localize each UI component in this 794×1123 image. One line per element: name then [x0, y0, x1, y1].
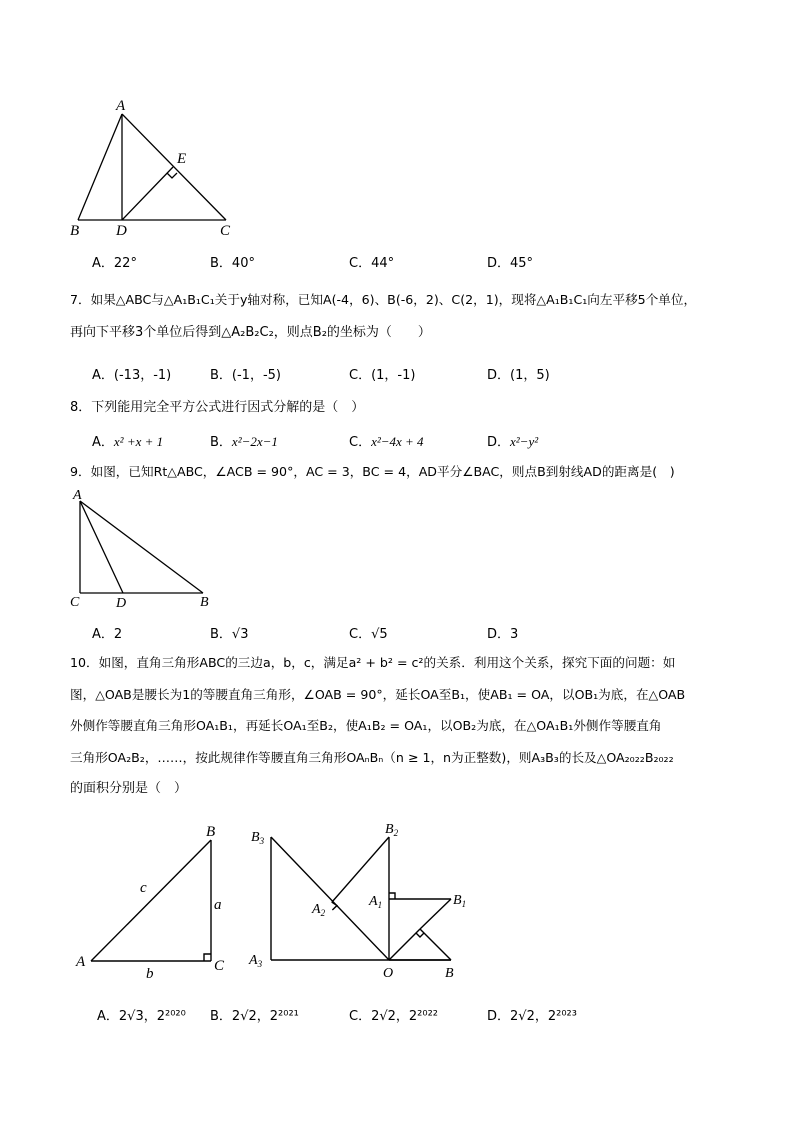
q10-label-b3: $B_3$ [251, 830, 265, 846]
q9-option-c[interactable] [349, 623, 388, 642]
q8-stem: 8．下列能用完全平方公式进行因式分解的是（ ） [70, 400, 365, 415]
option-letter: B． [210, 627, 232, 642]
q6-perpendicular-de [122, 167, 173, 220]
q9-label-c: C [70, 595, 80, 610]
q10-stem-line4: 三角形OA₂B₂，……，按此规律作等腰直角三角形OAₙBₙ（n ≥ 1，n为正整数)，则A₃B₃的长及△OA₂₀₂₂B₂₀₂₂ [70, 750, 674, 765]
q10-right-angle-mark-a1 [389, 893, 395, 899]
option-letter: A． [92, 627, 114, 642]
q10-label-b: B [445, 966, 454, 981]
q7-stem-line2: 再向下平移3个单位后得到△A₂B₂C₂，则点B₂的坐标为（ ） [70, 325, 431, 340]
q10-right-angle-mark [204, 954, 211, 961]
q7-option-d[interactable] [487, 364, 550, 383]
option-letter: C． [349, 256, 372, 271]
option-text: 40° [231, 256, 255, 271]
q10-segment-a2b2 [332, 837, 389, 902]
option-text: 22° [113, 256, 137, 271]
q10-option-b[interactable] [210, 1005, 299, 1024]
option-letter: D． [487, 368, 511, 383]
q10-spiral-figure [240, 815, 500, 985]
option-letter: C． [349, 627, 372, 642]
option-letter: B． [210, 368, 232, 383]
option-text: x² +x + 1 [113, 434, 164, 449]
q10-label-side-b: b [146, 966, 154, 982]
q7-option-b[interactable] [210, 364, 281, 383]
q10-label-b-vertex: B [206, 824, 216, 840]
q10-label-a2: $A_2$ [312, 902, 326, 918]
q7-stem-line1: 7．如果△ABC与△A₁B₁C₁关于y轴对称，已知A(-4，6)、B(-6，2)、C(2，1)，现将△A₁B₁C₁向左平移5个单位， [70, 292, 697, 307]
q6-label-a: A [116, 98, 126, 114]
option-letter: A． [92, 368, 114, 383]
option-text: (1，5) [510, 368, 550, 383]
q6-label-e: E [177, 151, 187, 167]
option-letter: D． [487, 1009, 511, 1024]
q10-label-b2: $B_2$ [385, 822, 399, 838]
option-text: 45° [510, 256, 534, 271]
q10-label-o: O [383, 966, 394, 981]
option-letter: B． [210, 1009, 232, 1024]
q9-bisector-ad [80, 501, 123, 593]
option-text: 2√2，2²⁰²² [371, 1009, 439, 1024]
option-text: 2√2，2²⁰²¹ [231, 1009, 299, 1024]
q10-label-side-a: a [214, 897, 222, 913]
q10-segment-oa [389, 929, 420, 960]
q8-option-d[interactable] [487, 431, 538, 450]
q10-label-c-vertex: C [214, 958, 225, 974]
q8-option-a[interactable] [92, 431, 163, 450]
q10-stem-line3: 外侧作等腰直角三角形OA₁B₁，再延长OA₁至B₂，使A₁B₂ = OA₁，以OB₂为底，在△OA₁B₁外侧作等腰直角 [70, 718, 662, 733]
q10-label-side-c: c [140, 880, 147, 896]
option-letter: C． [349, 435, 372, 450]
q10-label-b1: $B_1$ [453, 893, 467, 909]
option-letter: B． [210, 435, 232, 450]
option-text: 2√2，2²⁰²³ [510, 1009, 577, 1024]
q6-label-c: C [220, 223, 231, 239]
option-letter: D． [487, 627, 511, 642]
option-letter: B． [210, 256, 232, 271]
q6-triangle-figure [60, 90, 260, 240]
q10-segment-ab1 [420, 899, 451, 929]
q9-stem: 9．如图，已知Rt△ABC，∠ACB = 90°，AC = 3，BC = 4，AD平分∠BAC，则点B到射线AD的距离是( ) [70, 464, 675, 479]
option-text: x²−y² [510, 434, 539, 449]
option-text: √5 [371, 627, 388, 642]
q10-stem-line1: 10．如图，直角三角形ABC的三边a，b，c，满足a² + b² = c²的关系．利用这个关系，探究下面的问题：如 [70, 655, 676, 670]
option-text: x²−4x + 4 [371, 434, 424, 449]
option-letter: C． [349, 368, 372, 383]
q7-option-c[interactable] [349, 364, 415, 383]
option-letter: A． [92, 256, 114, 271]
q6-option-c[interactable] [349, 252, 394, 271]
q9-label-a: A [73, 488, 82, 503]
option-text: (1，-1) [371, 368, 416, 383]
option-text: √3 [231, 627, 249, 642]
q10-label-a3: $A_3$ [249, 953, 263, 969]
q10-stem-line2: 图，△OAB是腰长为1的等腰直角三角形，∠OAB = 90°，延长OA至B₁，使AB₁ = OA，以OB₁为底，在△OAB [70, 687, 686, 702]
option-text: (-1，-5) [231, 368, 281, 383]
q7-option-a[interactable] [92, 364, 171, 383]
q6-option-b[interactable] [210, 252, 255, 271]
option-text: 44° [371, 256, 395, 271]
option-text: x²−2x−1 [231, 434, 278, 449]
q6-label-b: B [70, 223, 80, 239]
option-letter: C． [349, 1009, 372, 1024]
q6-option-a[interactable] [92, 252, 137, 271]
q6-right-angle-mark [167, 173, 177, 178]
q6-side-ab [78, 114, 122, 220]
q9-option-a[interactable] [92, 623, 122, 642]
q9-option-b[interactable] [210, 623, 248, 642]
q10-label-a1: $A_1$ [369, 894, 383, 910]
q6-label-d: D [116, 223, 127, 239]
q10-side-c [91, 840, 211, 961]
q8-option-c[interactable] [349, 431, 424, 450]
q10-option-d[interactable] [487, 1005, 577, 1024]
q9-label-d: D [116, 596, 127, 611]
option-text: 3 [510, 627, 519, 642]
q9-label-b: B [200, 595, 209, 610]
q10-right-triangle-figure [70, 820, 240, 985]
q10-right-angle-mark-a [416, 933, 424, 937]
q10-option-a[interactable] [97, 1005, 186, 1024]
q10-label-a-vertex: A [76, 954, 86, 970]
option-letter: D． [487, 435, 511, 450]
q10-segment-ab [420, 929, 451, 960]
q10-stem-line5: 的面积分别是（ ） [70, 781, 188, 796]
q9-option-d[interactable] [487, 623, 518, 642]
option-text: 2√3，2²⁰²⁰ [118, 1009, 186, 1024]
option-letter: A． [92, 435, 114, 450]
q9-triangle-figure [65, 485, 225, 615]
option-text: 2 [113, 627, 123, 642]
option-text: (-13，-1) [113, 368, 172, 383]
q10-option-c[interactable] [349, 1005, 438, 1024]
q8-option-b[interactable] [210, 431, 278, 450]
q6-option-d[interactable] [487, 252, 533, 271]
option-letter: A． [97, 1009, 119, 1024]
q9-side-ab [80, 501, 203, 593]
option-letter: D． [487, 256, 511, 271]
